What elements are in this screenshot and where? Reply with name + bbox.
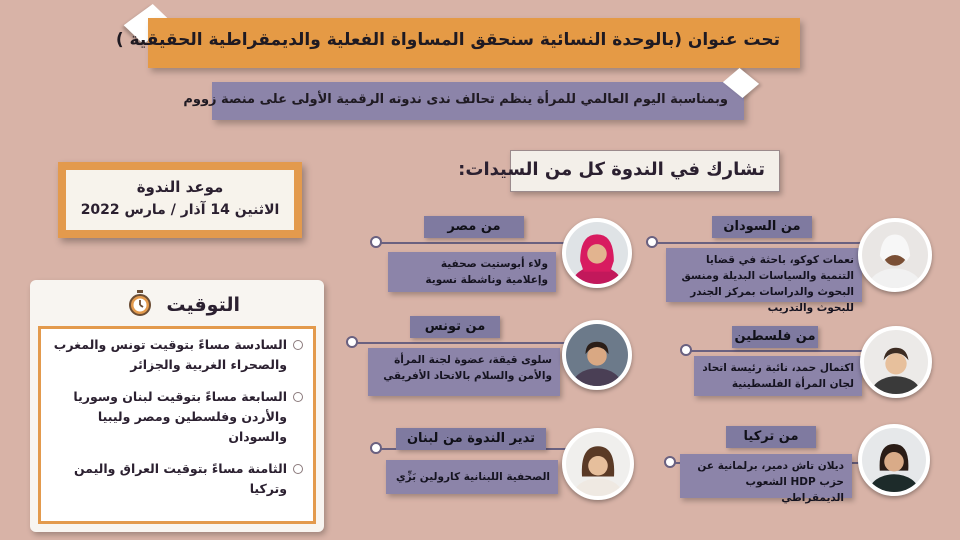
participant-photo-turkey xyxy=(858,424,930,496)
connector-node xyxy=(346,336,358,348)
participant-photo-egypt xyxy=(562,218,632,288)
page-title: تحت عنوان (بالوحدة النسائية سنحقق المساواة الفعلية والديمقراطية الحقيقية ) xyxy=(115,30,780,50)
timing-title: التوقيت xyxy=(166,294,240,316)
participant-photo-tunisia xyxy=(562,320,632,390)
bullet-icon xyxy=(293,464,303,474)
connector-node xyxy=(680,344,692,356)
participant-photo-sudan xyxy=(858,218,932,292)
bullet-icon xyxy=(293,392,303,402)
connector-node xyxy=(370,236,382,248)
connector-line xyxy=(652,242,872,244)
connector-node xyxy=(646,236,658,248)
stopwatch-icon xyxy=(128,290,152,316)
participant-desc-lebanon: الصحفية اللبنانية كارولين بَزِّي xyxy=(386,460,558,494)
connector-line xyxy=(376,242,576,244)
participant-photo-lebanon xyxy=(562,428,634,500)
participant-desc-turkey: ديلان تاش دمير، برلمانية عن حزب HDP الشعوب الديمقراطي xyxy=(680,454,852,498)
timing-item-text: السادسة مساءً بتوقيت تونس والمغرب والصحراء الغربية والجزائر xyxy=(53,337,287,372)
participant-label-turkey: من تركيا xyxy=(726,426,816,448)
timing-item xyxy=(49,387,303,447)
date-box xyxy=(58,162,302,238)
timing-card xyxy=(30,280,324,532)
connector-node xyxy=(664,456,676,468)
participant-photo-palestine xyxy=(860,326,932,398)
date-title: موعد الندوة xyxy=(136,178,224,196)
connector-node xyxy=(370,442,382,454)
participant-label-tunisia: من تونس xyxy=(410,316,500,338)
timing-item-text: الثامنة مساءً بتوقيت العراق واليمن وتركيا xyxy=(73,461,287,496)
connector-line xyxy=(352,342,576,344)
page-subtitle: وبمناسبة اليوم العالمي للمرأة ينظم تحالف ندى ندوته الرقمية الأولى على منصة زووم xyxy=(183,92,728,107)
timing-item xyxy=(49,459,303,499)
date-value: الاثنين 14 آذار / مارس 2022 xyxy=(80,202,280,218)
participants-heading: تشارك في الندوة كل من السيدات: xyxy=(458,159,765,180)
connector-line xyxy=(686,350,872,352)
participant-label-egypt: من مصر xyxy=(424,216,524,238)
bullet-icon xyxy=(293,340,303,350)
timing-list xyxy=(38,326,316,524)
participant-desc-palestine: اكتمال حمد، نائبة رئيسة اتحاد لجان المرأة الفلسطينية xyxy=(694,356,862,396)
participants-heading-box xyxy=(458,150,780,192)
participant-label-sudan: من السودان xyxy=(712,216,812,238)
date-inner xyxy=(64,168,296,232)
participant-label-palestine: من فلسطين xyxy=(732,326,818,348)
participant-desc-egypt: ولاء أبوستيت صحفية وإعلامية وناشطة نسوية xyxy=(388,252,556,292)
participant-label-lebanon: تدير الندوة من لبنان xyxy=(396,428,546,450)
timing-item xyxy=(49,335,303,375)
participant-desc-tunisia: سلوى قيقة، عضوة لجنة المرأة والأمن والسلام بالاتحاد الأفريقي xyxy=(368,348,560,396)
timing-item-text: السابعة مساءً بتوقيت لبنان وسوريا والأردن وفلسطين ومصر وليبيا والسودان xyxy=(73,389,287,444)
participant-desc-sudan: نعمات كوكو، باحثة في قضايا التنمية والسياسات البديلة ومنسق البحوث والدراسات بمركز الجندر للبحوث والتدريب xyxy=(666,248,862,302)
subtitle-banner xyxy=(183,82,744,120)
title-banner xyxy=(115,18,800,68)
